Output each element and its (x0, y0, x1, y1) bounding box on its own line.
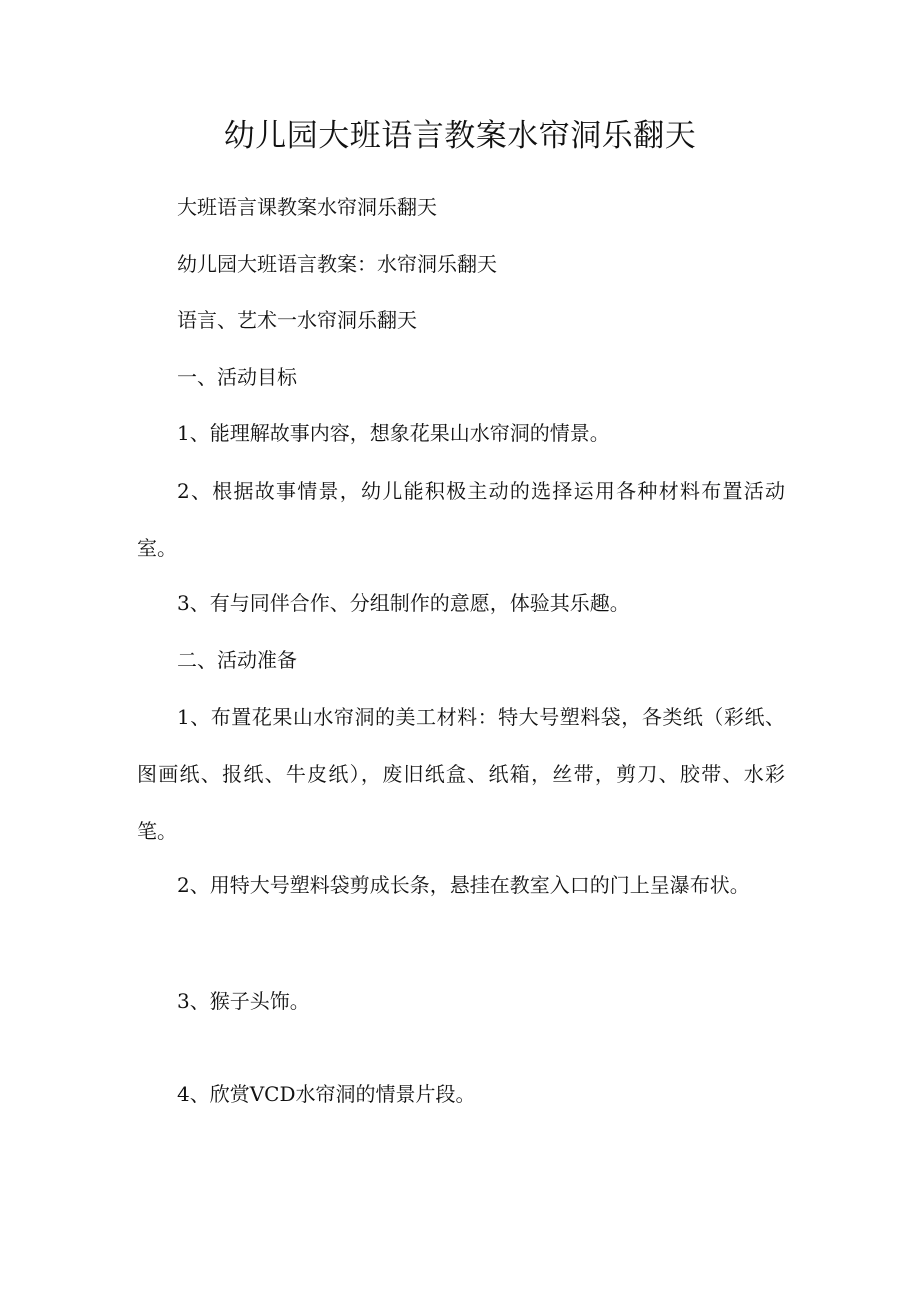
list-item-goal-3: 3、有与同伴合作、分组制作的意愿，体验其乐趣。 (177, 591, 630, 615)
list-item-goal-1: 1、能理解故事内容，想象花果山水帘洞的情景。 (177, 421, 610, 445)
subtitle-line-1: 大班语言课教案水帘洞乐翻天 (177, 195, 437, 219)
subtitle-line-2: 幼儿园大班语言教案：水帘洞乐翻天 (177, 252, 497, 276)
list-item-prep-2: 2、用特大号塑料袋剪成长条，悬挂在教室入口的门上呈瀑布状。 (177, 873, 750, 897)
list-item-prep-4: 4、欣赏VCD水帘洞的情景片段。 (177, 1082, 476, 1106)
section-heading-prep: 二、活动准备 (177, 648, 297, 672)
document-title: 幼儿园大班语言教案水帘洞乐翻天 (223, 118, 697, 154)
section-heading-goals: 一、活动目标 (177, 365, 297, 389)
list-item-goal-2: 2、根据故事情景，幼儿能积极主动的选择运用各种材料布置活动室。 (137, 479, 785, 560)
list-item-prep-1: 1、布置花果山水帘洞的美工材料：特大号塑料袋，各类纸（彩纸、图画纸、报纸、牛皮纸），废旧纸盒、纸箱，丝带，剪刀、胶带、水彩笔。 (137, 705, 785, 843)
list-item-prep-3: 3、猴子头饰。 (177, 989, 310, 1013)
subtitle-line-3: 语言、艺术一水帘洞乐翻天 (177, 308, 417, 332)
